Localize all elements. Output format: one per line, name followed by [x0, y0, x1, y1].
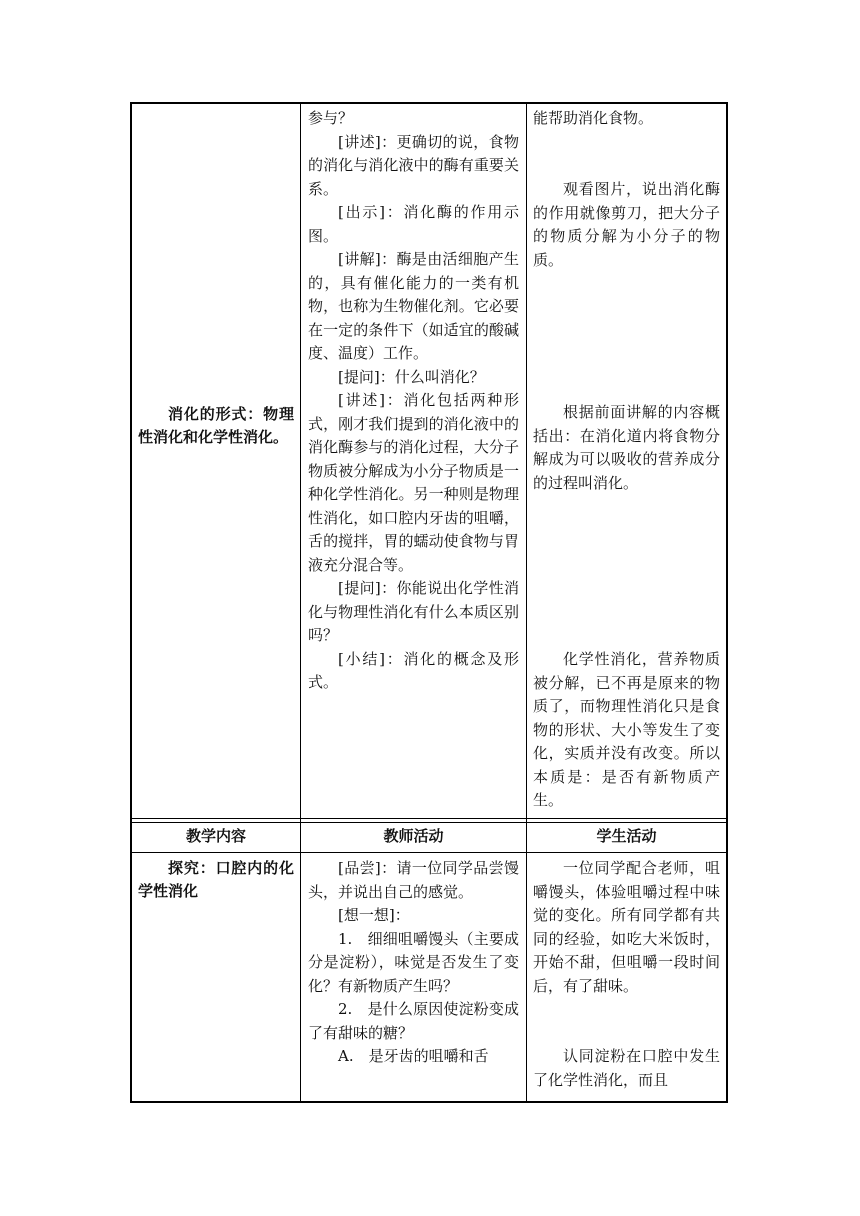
header-cell-student [527, 825, 726, 848]
bottom-teacher-cell [308, 857, 519, 1069]
teacher-taste: [品尝]：请一位同学品尝馒头，并说出自己的感觉。 [308, 859, 519, 901]
table-right-border [726, 102, 728, 1103]
section-divider-top [130, 818, 728, 819]
teacher-text-line: 参与？ [308, 109, 354, 127]
bottom-content-cell [138, 857, 294, 903]
teacher-lecture-1: [讲述]：更确切的说，食物的消化与消化液中的酶有重要关系。 [308, 132, 519, 198]
teacher-question-2: [提问]：你能说出化学性消化与物理性消化有什么本质区别吗？ [308, 579, 519, 644]
student-compare: 化学性消化，营养物质被分解，已不再是原来的物质了，而物理性消化只是食物的形状、大小等发生了变化，实质并没有改变。所以本质是：是否有新物质产生。 [533, 650, 720, 809]
student-observe: 观看图片，说出消化酶的作用就像剪刀，把大分子的物质分解为小分子的物质。 [533, 180, 720, 269]
column-divider-1 [300, 102, 301, 1103]
table-bottom-border [130, 1101, 728, 1103]
teacher-show: [出示]：消化酶的作用示图。 [308, 203, 519, 245]
table-left-border [130, 102, 132, 1103]
oral-digestion-topic: 探究：口腔内的化学性消化 [138, 859, 294, 900]
header-cell-content [132, 825, 300, 848]
student-agree: 认同淀粉在口腔中发生了化学性消化，而且 [533, 1047, 720, 1089]
teacher-explain: [讲解]：酶是由活细胞产生的，具有催化能力的一类有机物，也称为生物催化剂。它必要在一定的条件下（如适宜的酸碱度、温度）工作。 [308, 250, 519, 362]
teacher-summary: [小结]：消化的概念及形式。 [308, 649, 519, 691]
teacher-lecture-2: [讲述]：消化包括两种形式，刚才我们提到的消化液中的消化酶参与的消化过程，大分子物质被分解成为小分子物质是一种化学性消化。另一种则是物理性消化，如口腔内牙齿的咀嚼，舌的搅拌，胃的蠕动使食物与胃液充分混合等。 [308, 391, 519, 574]
teacher-option-a: A. 是牙齿的咀嚼和舌 [338, 1047, 489, 1065]
top-content-cell [138, 403, 294, 449]
header-bottom-border [130, 852, 728, 853]
header-teacher-activity: 教师活动 [383, 827, 444, 845]
student-chew: 一位同学配合老师，咀嚼馒头，体验咀嚼过程中味觉的变化。所有同学都有共同的经验，如吃大米饭时，开始不甜，但咀嚼一段时间后，有了甜味。 [533, 859, 720, 995]
header-student-activity: 学生活动 [596, 827, 657, 845]
top-teacher-cell [308, 107, 519, 695]
teacher-think-q1: 1. 细细咀嚼馒头（主要成分是淀粉），味觉是否发生了变化？有新物质产生吗？ [308, 929, 519, 995]
student-summarize: 根据前面讲解的内容概括出：在消化道内将食物分解成为可以吸收的营养成分的过程叫消化。 [533, 403, 720, 492]
header-cell-teacher [301, 825, 526, 848]
teacher-think-q2: 2. 是什么原因使淀粉变成了有甜味的糖？ [308, 1000, 519, 1042]
table-top-border [130, 102, 728, 104]
column-divider-2 [526, 102, 527, 1103]
student-text-line: 能帮助消化食物。 [533, 109, 654, 127]
teacher-think: [想一想]： [338, 906, 410, 924]
header-teaching-content: 教学内容 [185, 827, 246, 845]
section-divider-bottom [130, 822, 728, 823]
digestion-forms-topic: 消化的形式：物理性消化和化学性消化。 [138, 405, 294, 446]
teacher-question-1: [提问]：什么叫消化？ [338, 367, 485, 386]
